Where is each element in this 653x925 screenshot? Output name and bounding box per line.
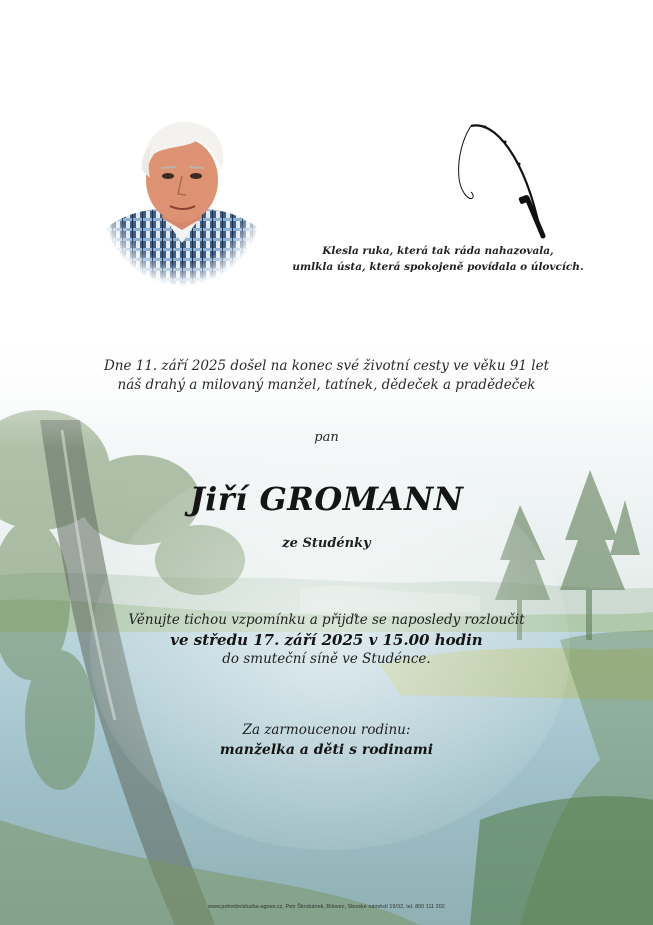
intro-line-2: náš drahý a milovaný manžel, tatínek, dědeček a pradědeček	[117, 377, 536, 393]
family-label: Za zarmoucenou rodinu:	[242, 722, 411, 738]
title-prefix: pan	[314, 430, 339, 445]
quote-line-2: umlkla ústa, která spokojeně povídala o úlovcích.	[292, 261, 584, 273]
fishing-rod-icon	[455, 118, 550, 240]
family-members: manželka a děti s rodinami	[219, 742, 434, 758]
funeral-service-footer: www.pohrebnisluzba-agnes.cz, Petr Škrobánek, Bílovec, Slezské náměstí 19/32, tel. 800 111 202	[208, 904, 445, 910]
deceased-origin: ze Studénky	[282, 536, 371, 551]
deceased-portrait-photo	[106, 118, 258, 286]
deceased-name: Jiří GROMANN	[189, 480, 464, 518]
funeral-venue: do smuteční síně ve Studénce.	[222, 651, 431, 667]
death-announcement	[0, 357, 653, 395]
intro-line-1: Dne 11. září 2025 došel na konec své životní cesty ve věku 91 let	[103, 358, 550, 374]
funeral-date-time: ve středu 17. září 2025 v 15.00 hodin	[170, 631, 483, 649]
memorial-quote	[288, 243, 588, 275]
invitation-line-1: Věnujte tichou vzpomínku a přijďte se naposledy rozloučit	[128, 612, 525, 628]
quote-line-1: Klesla ruka, která tak ráda nahazovala,	[322, 245, 554, 257]
